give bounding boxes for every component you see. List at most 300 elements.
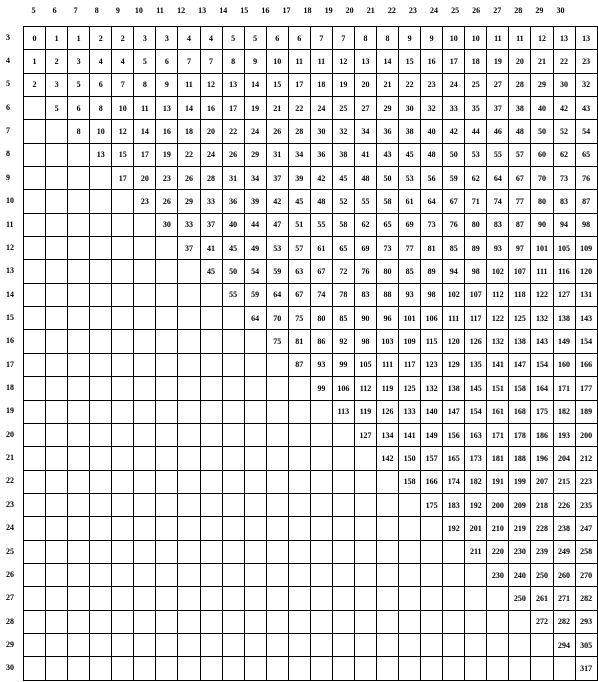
table-cell <box>222 400 244 423</box>
table-cell: 118 <box>509 283 531 306</box>
table-cell <box>90 610 112 633</box>
table-cell <box>266 353 288 376</box>
table-cell: 98 <box>575 213 597 236</box>
table-cell: 98 <box>421 283 443 306</box>
table-cell: 21 <box>266 97 288 120</box>
table-cell: 85 <box>332 307 354 330</box>
table-cell: 11 <box>487 27 509 50</box>
table-row <box>24 27 598 50</box>
table-cell <box>200 587 222 610</box>
table-cell: 192 <box>465 493 487 516</box>
table-cell: 46 <box>487 120 509 143</box>
table-cell: 160 <box>553 353 575 376</box>
table-cell <box>200 353 222 376</box>
table-cell: 117 <box>399 353 421 376</box>
table-cell: 10 <box>266 50 288 73</box>
column-header-label: 19 <box>324 6 333 15</box>
table-cell: 127 <box>354 423 376 446</box>
table-cell: 64 <box>244 307 266 330</box>
table-cell <box>46 260 68 283</box>
column-header-label: 21 <box>366 6 375 15</box>
table-cell: 75 <box>266 330 288 353</box>
table-cell <box>68 353 90 376</box>
table-cell: 235 <box>575 493 597 516</box>
table-cell <box>24 470 46 493</box>
table-cell <box>178 633 200 656</box>
table-cell: 9 <box>399 27 421 50</box>
table-cell: 261 <box>531 587 553 610</box>
table-cell: 201 <box>465 517 487 540</box>
table-cell <box>68 493 90 516</box>
table-cell: 11 <box>178 73 200 96</box>
table-cell <box>90 657 112 680</box>
table-cell <box>68 447 90 470</box>
table-cell <box>377 633 399 656</box>
table-cell <box>421 633 443 656</box>
table-cell: 64 <box>266 283 288 306</box>
table-cell: 132 <box>421 377 443 400</box>
table-cell: 52 <box>332 190 354 213</box>
column-header-label: 28 <box>514 6 523 15</box>
table-cell: 11 <box>288 50 310 73</box>
table-cell: 6 <box>156 50 178 73</box>
column-header-label: 22 <box>387 6 396 15</box>
table-row <box>24 470 598 493</box>
table-cell <box>24 237 46 260</box>
table-cell: 49 <box>244 237 266 260</box>
table-cell <box>178 540 200 563</box>
table-cell <box>112 353 134 376</box>
table-cell <box>68 470 90 493</box>
table-cell: 111 <box>531 260 553 283</box>
table-cell <box>421 610 443 633</box>
table-cell: 86 <box>310 330 332 353</box>
table-cell: 80 <box>377 260 399 283</box>
table-cell <box>134 307 156 330</box>
table-cell <box>288 493 310 516</box>
table-cell: 6 <box>288 27 310 50</box>
table-cell: 39 <box>288 167 310 190</box>
table-cell: 10 <box>112 97 134 120</box>
table-cell: 200 <box>487 493 509 516</box>
table-cell <box>244 493 266 516</box>
table-cell <box>68 260 90 283</box>
table-cell: 73 <box>377 237 399 260</box>
column-header-label: 24 <box>429 6 438 15</box>
table-cell <box>244 400 266 423</box>
table-cell <box>399 633 421 656</box>
table-cell <box>156 353 178 376</box>
table-cell: 6 <box>90 73 112 96</box>
table-cell <box>112 657 134 680</box>
table-cell: 270 <box>575 563 597 586</box>
table-cell <box>354 517 376 540</box>
table-cell <box>156 307 178 330</box>
table-cell <box>266 493 288 516</box>
row-header-label: 23 <box>6 499 14 509</box>
table-cell: 28 <box>509 73 531 96</box>
table-cell <box>222 563 244 586</box>
table-cell <box>24 610 46 633</box>
table-cell: 81 <box>288 330 310 353</box>
table-cell: 64 <box>421 190 443 213</box>
table-cell: 189 <box>575 400 597 423</box>
row-header-label: 16 <box>6 336 14 346</box>
table-cell: 52 <box>553 120 575 143</box>
table-cell <box>178 400 200 423</box>
table-cell: 161 <box>487 400 509 423</box>
table-cell: 282 <box>575 587 597 610</box>
table-cell: 165 <box>443 447 465 470</box>
table-cell <box>465 633 487 656</box>
table-cell <box>222 540 244 563</box>
table-cell: 58 <box>377 190 399 213</box>
table-cell: 102 <box>443 283 465 306</box>
table-cell <box>90 517 112 540</box>
table-cell: 65 <box>332 237 354 260</box>
table-cell: 16 <box>421 50 443 73</box>
table-cell <box>443 657 465 680</box>
table-cell: 151 <box>487 377 509 400</box>
table-cell: 166 <box>575 353 597 376</box>
table-cell <box>310 587 332 610</box>
table-cell: 24 <box>443 73 465 96</box>
table-cell: 103 <box>377 330 399 353</box>
table-cell <box>24 167 46 190</box>
table-cell <box>90 400 112 423</box>
table-cell <box>134 237 156 260</box>
table-cell: 1 <box>68 27 90 50</box>
table-cell: 23 <box>156 167 178 190</box>
table-cell: 178 <box>509 423 531 446</box>
table-cell: 218 <box>531 493 553 516</box>
row-header-label: 18 <box>6 383 14 393</box>
table-cell <box>24 377 46 400</box>
table-cell <box>68 283 90 306</box>
table-cell: 87 <box>575 190 597 213</box>
table-cell: 24 <box>310 97 332 120</box>
table-cell: 17 <box>222 97 244 120</box>
column-header-label: 30 <box>556 6 565 15</box>
table-cell: 7 <box>200 50 222 73</box>
table-cell <box>310 610 332 633</box>
table-cell <box>46 307 68 330</box>
table-cell <box>399 540 421 563</box>
table-cell: 3 <box>46 73 68 96</box>
table-cell: 1 <box>24 50 46 73</box>
row-header-label: 24 <box>6 523 14 533</box>
table-cell: 67 <box>288 283 310 306</box>
table-cell: 55 <box>487 143 509 166</box>
table-cell: 158 <box>399 470 421 493</box>
table-cell: 119 <box>377 377 399 400</box>
table-cell: 15 <box>112 143 134 166</box>
table-cell <box>354 540 376 563</box>
table-cell: 69 <box>354 237 376 260</box>
table-cell <box>222 657 244 680</box>
table-cell: 73 <box>553 167 575 190</box>
table-cell <box>332 470 354 493</box>
table-cell <box>354 470 376 493</box>
table-cell: 26 <box>178 167 200 190</box>
table-cell: 129 <box>443 353 465 376</box>
table-row <box>24 237 598 260</box>
table-cell: 212 <box>575 447 597 470</box>
table-cell <box>112 540 134 563</box>
table-cell: 156 <box>443 423 465 446</box>
table-cell <box>266 447 288 470</box>
table-cell <box>288 657 310 680</box>
table-cell <box>46 517 68 540</box>
table-cell: 50 <box>531 120 553 143</box>
row-header-label: 15 <box>6 312 14 322</box>
table-cell: 9 <box>421 27 443 50</box>
row-header-label: 19 <box>6 406 14 416</box>
table-cell <box>310 493 332 516</box>
table-cell: 77 <box>399 237 421 260</box>
table-cell: 131 <box>575 283 597 306</box>
table-cell: 87 <box>288 353 310 376</box>
table-cell: 19 <box>487 50 509 73</box>
table-cell: 42 <box>310 167 332 190</box>
table-cell: 19 <box>156 143 178 166</box>
table-cell: 7 <box>332 27 354 50</box>
table-cell <box>134 540 156 563</box>
table-cell: 90 <box>531 213 553 236</box>
table-cell: 147 <box>443 400 465 423</box>
table-cell <box>134 470 156 493</box>
table-cell: 26 <box>222 143 244 166</box>
table-cell <box>266 517 288 540</box>
table-cell <box>24 143 46 166</box>
table-cell: 4 <box>178 27 200 50</box>
table-cell <box>24 260 46 283</box>
table-cell <box>68 587 90 610</box>
table-cell: 24 <box>244 120 266 143</box>
column-header-label: 20 <box>345 6 354 15</box>
table-cell <box>112 610 134 633</box>
table-cell <box>553 657 575 680</box>
table-cell: 133 <box>399 400 421 423</box>
table-cell: 17 <box>134 143 156 166</box>
table-cell: 15 <box>399 50 421 73</box>
table-cell: 42 <box>443 120 465 143</box>
table-cell: 81 <box>421 237 443 260</box>
table-row <box>24 50 598 73</box>
table-cell <box>310 657 332 680</box>
table-cell: 36 <box>377 120 399 143</box>
table-cell: 38 <box>509 97 531 120</box>
table-cell: 272 <box>531 610 553 633</box>
table-cell: 41 <box>354 143 376 166</box>
table-cell: 117 <box>465 307 487 330</box>
table-cell <box>46 400 68 423</box>
column-header-label: 18 <box>303 6 312 15</box>
table-cell: 90 <box>354 307 376 330</box>
column-header-label: 7 <box>73 6 78 15</box>
table-row <box>24 517 598 540</box>
table-cell <box>266 423 288 446</box>
table-cell: 24 <box>200 143 222 166</box>
table-cell: 4 <box>112 50 134 73</box>
table-cell <box>112 517 134 540</box>
column-header-label: 17 <box>282 6 291 15</box>
table-cell <box>90 213 112 236</box>
table-cell <box>509 657 531 680</box>
table-cell: 282 <box>553 610 575 633</box>
table-cell <box>90 330 112 353</box>
table-cell: 48 <box>421 143 443 166</box>
table-cell: 7 <box>112 73 134 96</box>
table-cell <box>222 447 244 470</box>
table-cell: 9 <box>156 73 178 96</box>
table-cell: 125 <box>399 377 421 400</box>
table-cell: 9 <box>244 50 266 73</box>
table-cell <box>200 330 222 353</box>
table-cell: 59 <box>266 260 288 283</box>
table-cell: 3 <box>68 50 90 73</box>
table-cell <box>421 540 443 563</box>
column-header-label: 15 <box>240 6 249 15</box>
table-cell <box>531 633 553 656</box>
table-cell <box>178 657 200 680</box>
table-cell: 132 <box>487 330 509 353</box>
table-cell <box>46 143 68 166</box>
table-cell <box>112 237 134 260</box>
table-cell: 215 <box>553 470 575 493</box>
table-cell: 168 <box>509 400 531 423</box>
table-cell: 171 <box>487 423 509 446</box>
table-cell <box>399 657 421 680</box>
table-cell <box>68 377 90 400</box>
table-cell <box>156 260 178 283</box>
table-cell: 141 <box>399 423 421 446</box>
table-cell: 149 <box>553 330 575 353</box>
table-row <box>24 540 598 563</box>
table-cell: 30 <box>310 120 332 143</box>
table-cell: 5 <box>244 27 266 50</box>
table-cell: 132 <box>531 307 553 330</box>
value-grid-body <box>24 27 598 681</box>
table-cell: 182 <box>465 470 487 493</box>
table-cell: 22 <box>553 50 575 73</box>
table-cell: 75 <box>288 307 310 330</box>
table-cell <box>443 587 465 610</box>
table-cell: 101 <box>531 237 553 260</box>
table-cell: 317 <box>575 657 597 680</box>
table-cell <box>200 400 222 423</box>
table-cell: 6 <box>266 27 288 50</box>
table-cell: 122 <box>531 283 553 306</box>
table-cell: 54 <box>575 120 597 143</box>
table-cell: 140 <box>421 400 443 423</box>
table-cell <box>134 517 156 540</box>
table-cell: 55 <box>354 190 376 213</box>
table-cell: 109 <box>399 330 421 353</box>
table-row <box>24 307 598 330</box>
column-header-label: 5 <box>31 6 36 15</box>
table-cell: 71 <box>465 190 487 213</box>
table-cell <box>68 517 90 540</box>
table-cell: 37 <box>178 237 200 260</box>
table-row <box>24 493 598 516</box>
table-cell: 120 <box>575 260 597 283</box>
table-cell: 23 <box>575 50 597 73</box>
row-header-label: 29 <box>6 639 14 649</box>
table-cell: 19 <box>332 73 354 96</box>
table-row <box>24 330 598 353</box>
table-cell <box>112 307 134 330</box>
table-cell <box>156 423 178 446</box>
table-cell: 209 <box>509 493 531 516</box>
table-cell: 45 <box>332 167 354 190</box>
row-header-label: 5 <box>6 79 10 89</box>
table-cell <box>399 610 421 633</box>
table-cell <box>46 470 68 493</box>
table-cell <box>156 447 178 470</box>
table-cell: 196 <box>531 447 553 470</box>
table-row <box>24 447 598 470</box>
table-cell: 76 <box>443 213 465 236</box>
table-cell <box>288 587 310 610</box>
table-cell <box>244 470 266 493</box>
column-header-label: 12 <box>177 6 186 15</box>
table-cell <box>200 517 222 540</box>
table-cell: 31 <box>222 167 244 190</box>
row-header-label: 8 <box>6 149 10 159</box>
table-cell <box>68 423 90 446</box>
table-cell <box>178 283 200 306</box>
table-cell: 226 <box>553 493 575 516</box>
table-cell <box>112 493 134 516</box>
table-cell: 40 <box>421 120 443 143</box>
table-cell <box>465 657 487 680</box>
table-cell <box>377 657 399 680</box>
row-header-label: 7 <box>6 126 10 136</box>
table-row <box>24 563 598 586</box>
table-cell <box>112 563 134 586</box>
table-cell: 57 <box>509 143 531 166</box>
column-header-label: 8 <box>94 6 99 15</box>
table-cell: 65 <box>575 143 597 166</box>
table-cell <box>112 587 134 610</box>
table-cell <box>134 423 156 446</box>
table-cell: 93 <box>399 283 421 306</box>
table-cell: 76 <box>575 167 597 190</box>
table-cell <box>310 423 332 446</box>
table-cell: 22 <box>178 143 200 166</box>
table-cell: 44 <box>465 120 487 143</box>
table-cell <box>222 423 244 446</box>
table-cell: 20 <box>354 73 376 96</box>
table-cell: 29 <box>377 97 399 120</box>
table-cell: 14 <box>377 50 399 73</box>
table-cell <box>68 540 90 563</box>
table-cell: 2 <box>90 27 112 50</box>
table-cell: 27 <box>354 97 376 120</box>
table-cell: 11 <box>310 50 332 73</box>
table-cell <box>134 633 156 656</box>
table-cell: 164 <box>531 377 553 400</box>
table-cell <box>310 400 332 423</box>
row-header-label: 25 <box>6 546 14 556</box>
table-cell: 99 <box>310 377 332 400</box>
table-cell: 94 <box>553 213 575 236</box>
table-cell <box>200 540 222 563</box>
row-header-label: 13 <box>6 266 14 276</box>
table-cell <box>68 213 90 236</box>
table-row <box>24 610 598 633</box>
